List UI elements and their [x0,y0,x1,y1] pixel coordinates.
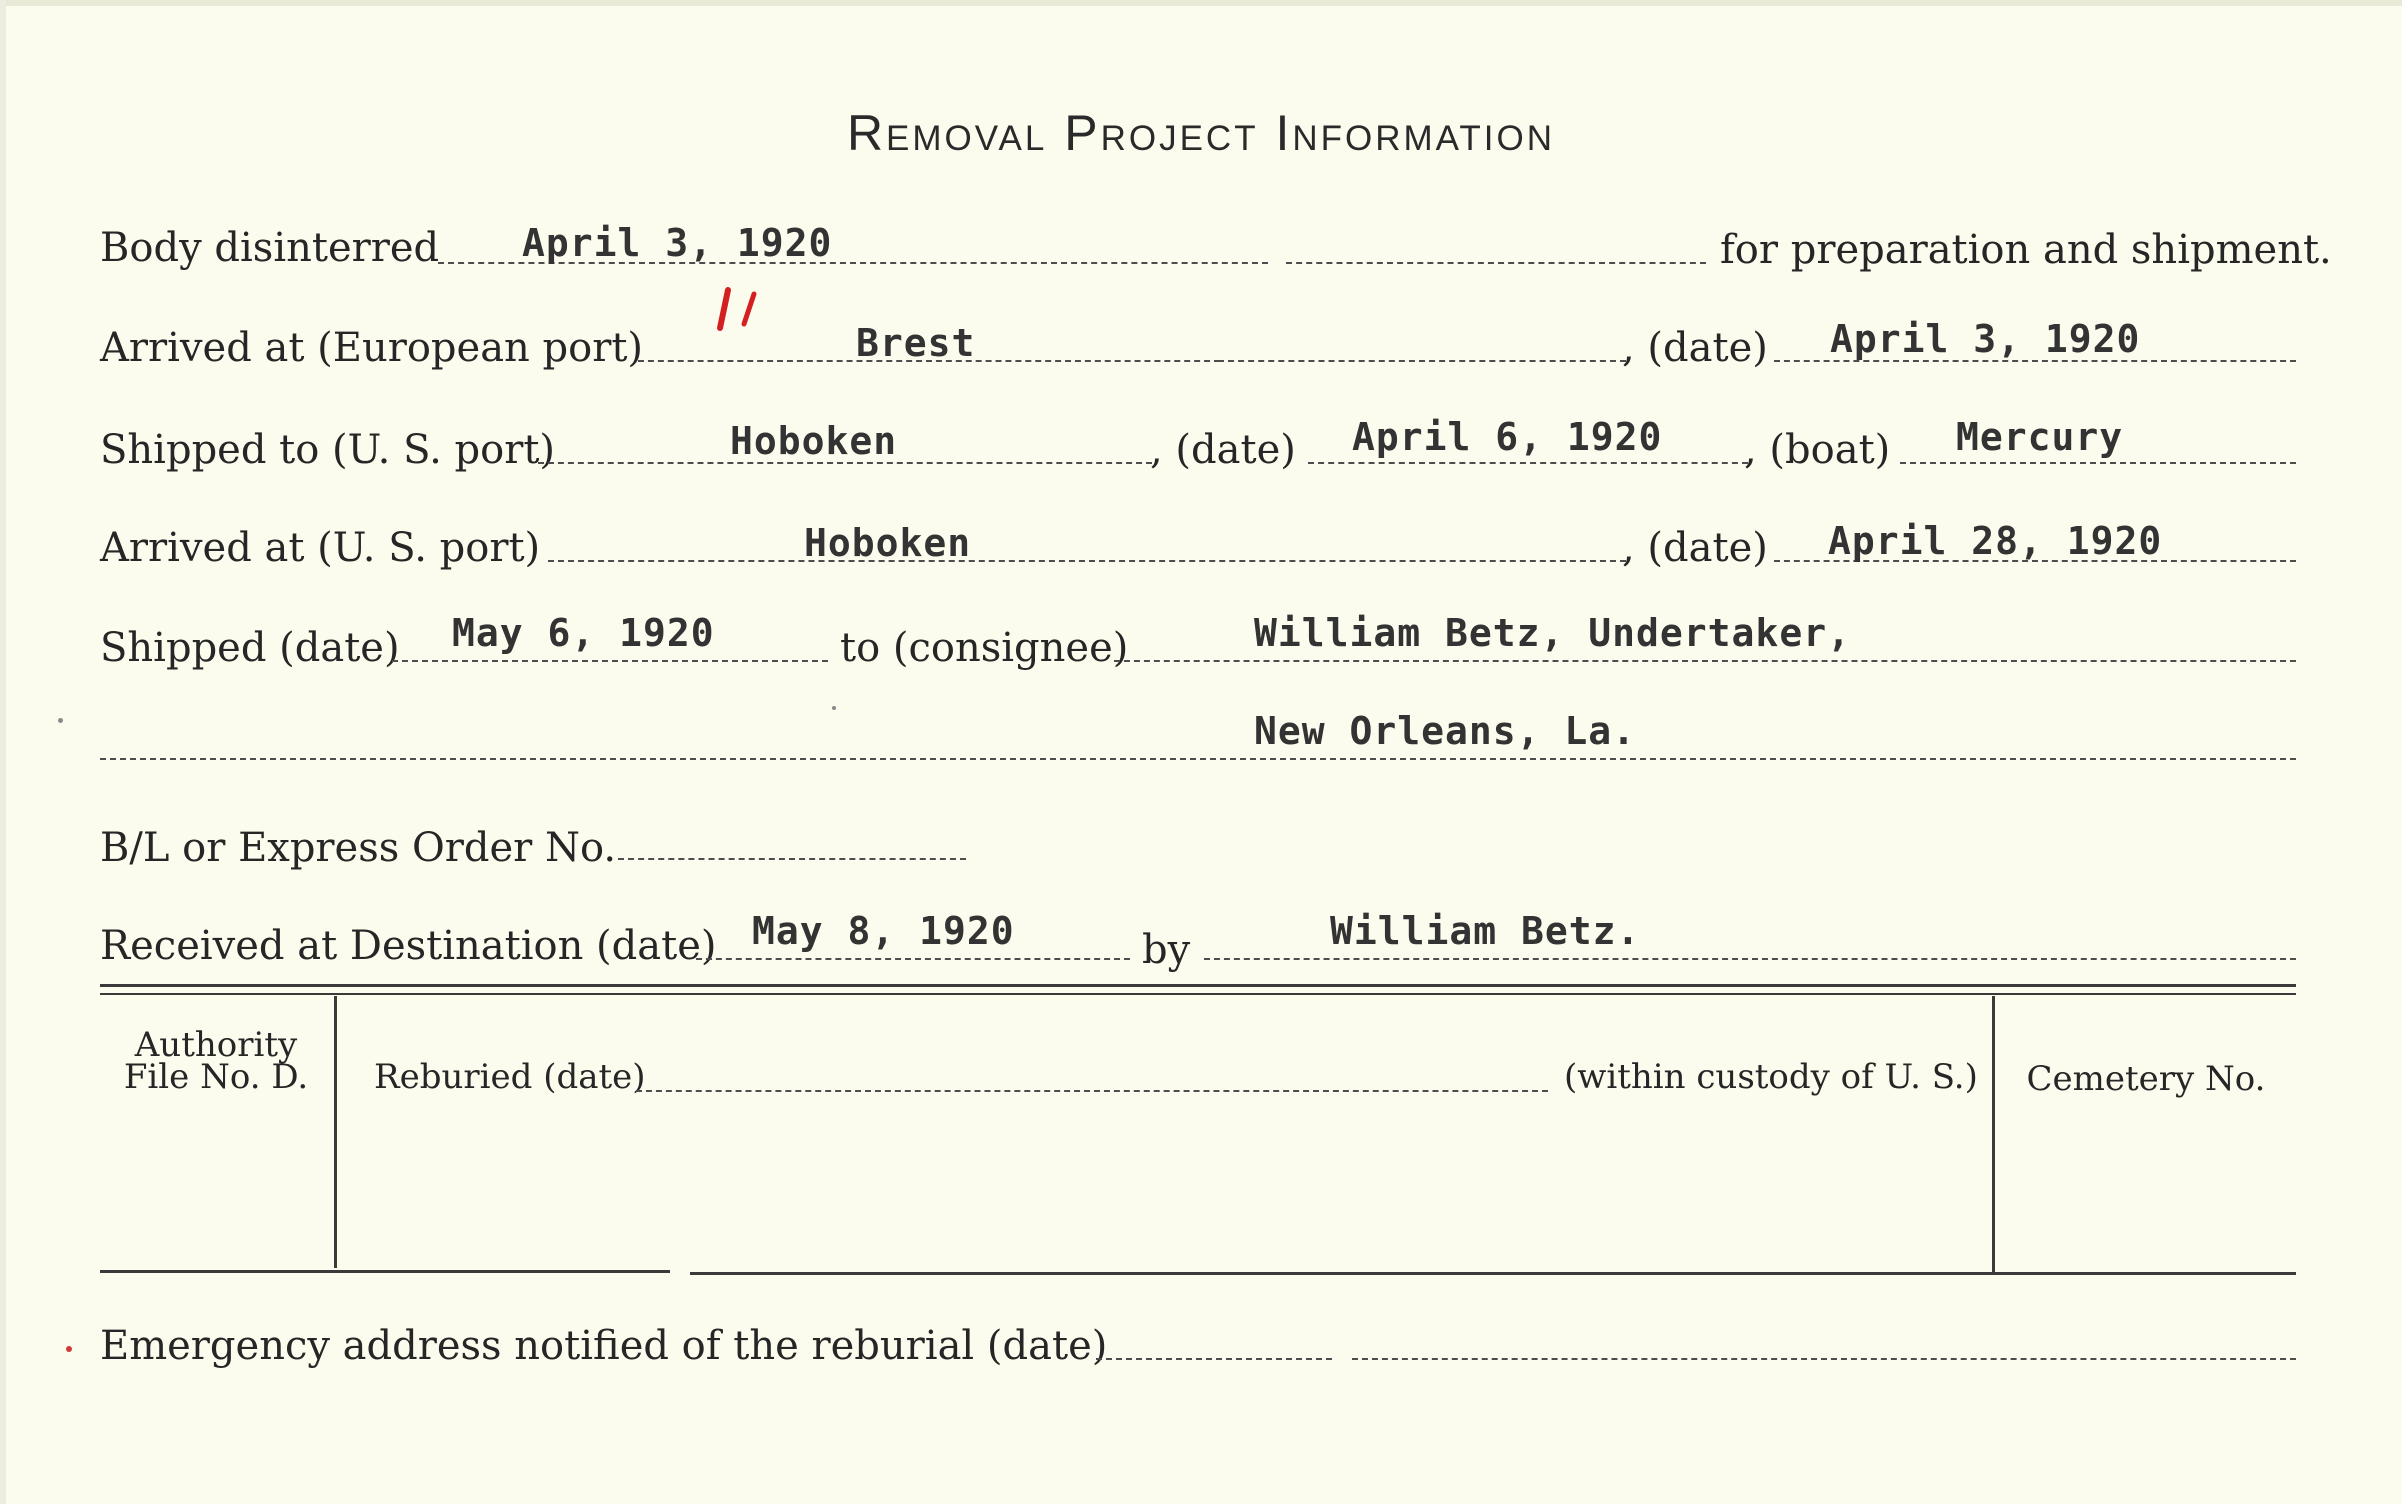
shipped-date-row-line [392,660,828,662]
shipped-date-row-value: May 6, 1920 [452,611,715,655]
card-edge-left [0,0,6,1504]
box-divider-left [334,996,337,1268]
us-port-arrived-value: Hoboken [804,521,972,565]
box-top-rule-2 [100,993,2296,995]
shipped-date-row-label: Shipped (date) [100,625,400,671]
european-port-label: Arrived at (European port) [100,325,644,371]
consignee-line [1114,660,2296,662]
reburied-date-line [636,1090,1548,1092]
received-destination-value: May 8, 1920 [752,909,1015,953]
card-title: Removal Project Information [846,105,1556,161]
received-destination-label: Received at Destination (date) [100,923,717,969]
authority-label-line2: File No. D. [123,1057,309,1097]
emergency-address-line-2 [1352,1358,2296,1360]
shipped-date-label: , (date) [1150,427,1296,473]
custody-label: (within custody of U. S.) [1564,1057,1978,1097]
paper-speck-2 [832,706,836,710]
emergency-address-label: Emergency address notified of the reburial (date) [100,1323,1108,1369]
received-by-line [1204,958,2296,960]
bl-express-order-label: B/L or Express Order No. [100,825,617,871]
emergency-address-line [1096,1358,1332,1360]
consignee-label: to (consignee) [840,625,1129,671]
received-by-label: by [1142,927,1191,973]
european-port-value: Brest [856,321,976,365]
european-date-label: , (date) [1622,325,1768,371]
preparation-shipment-label: for preparation and shipment. [1720,227,2332,273]
card-edge-top [0,0,2402,6]
body-disinterred-line-2 [1286,262,1706,264]
received-by-value: William Betz. [1330,909,1641,953]
reburied-date-label: Reburied (date) [374,1057,646,1097]
body-disinterred-label: Body disinterred [100,225,440,271]
box-top-rule [100,984,2296,987]
consignee-value-line2: New Orleans, La. [1254,709,1637,753]
authority-label-line1: Authority [134,1025,298,1065]
shipped-date-value: April 6, 1920 [1352,415,1663,459]
red-tick-mark [710,286,766,338]
us-port-arrived-label: Arrived at (U. S. port) [100,525,541,571]
boat-line [1900,462,2296,464]
consignee-line-2 [100,758,2296,760]
arrived-date-label: , (date) [1622,525,1768,571]
paper-speck-red [66,1346,72,1352]
bl-express-order-line [618,858,966,860]
arrived-date-value: April 28, 1920 [1828,519,2163,563]
european-port-line-2 [1218,360,1626,362]
shipped-date-line [1308,462,1748,464]
us-port-shipped-value: Hoboken [730,419,898,463]
box-divider-right [1992,996,1995,1272]
european-date-value: April 3, 1920 [1830,317,2141,361]
received-destination-line [696,958,1130,960]
boat-label: , (boat) [1744,427,1891,473]
box-bottom-rule-2 [690,1272,2296,1275]
us-port-shipped-label: Shipped to (U. S. port) [100,427,555,473]
us-port-arrived-line [548,560,1626,562]
cemetery-number-label: Cemetery No. [2026,1059,2266,1099]
body-disinterred-value: April 3, 1920 [522,221,833,265]
paper-speck [58,718,63,723]
box-bottom-rule [100,1270,670,1273]
boat-value: Mercury [1956,415,2124,459]
consignee-value-line1: William Betz, Undertaker, [1254,611,1851,655]
